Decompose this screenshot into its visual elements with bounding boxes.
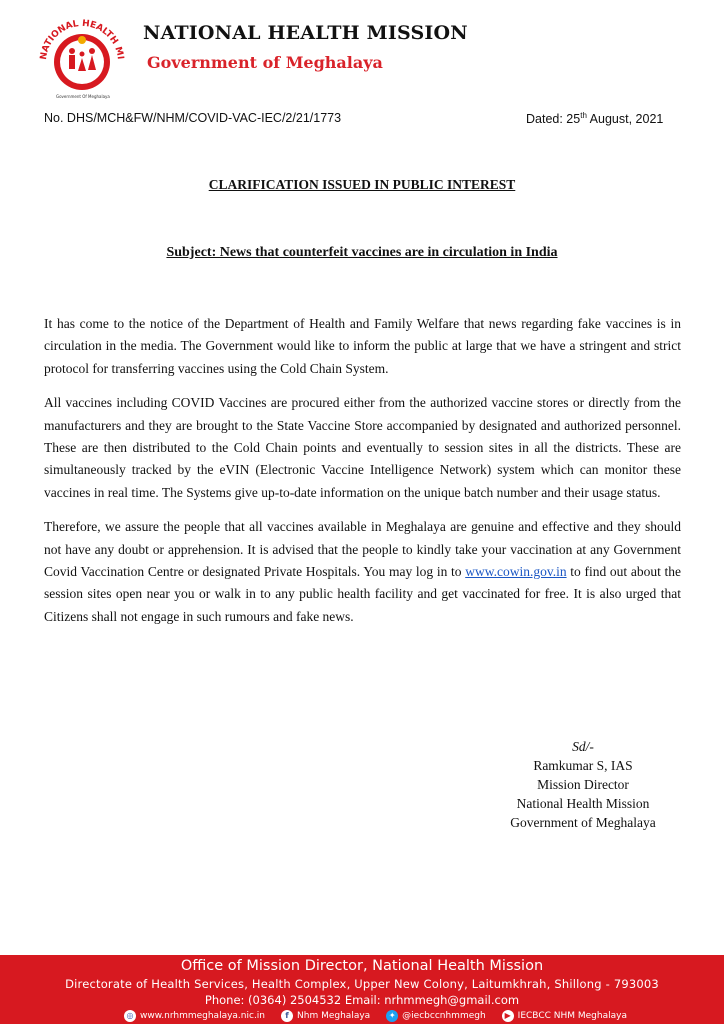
signatory-government: Government of Meghalaya <box>510 815 656 830</box>
subject-heading: Subject: News that counterfeit vaccines are in circulation in India <box>166 245 558 260</box>
footer-contact: Phone: (0364) 2504532 Email: nrhmmegh@gmail.com <box>204 993 520 1007</box>
footer-social <box>124 1008 724 1024</box>
social-website-label: www.nrhmmeghalaya.nic.in <box>140 1011 266 1021</box>
date-ordinal: th <box>580 111 587 120</box>
clarification-heading: CLARIFICATION ISSUED IN PUBLIC INTEREST <box>208 177 516 192</box>
social-youtube[interactable] <box>502 1010 627 1022</box>
logo-small-text: Government Of Meghalaya <box>56 94 110 99</box>
footer-banner <box>0 955 724 1024</box>
signatory-name: Ramkumar S, IAS <box>533 758 633 773</box>
logo-ring-text: NATIONAL HEALTH MI <box>38 18 125 61</box>
date-line <box>526 111 663 126</box>
social-twitter[interactable] <box>386 1010 486 1022</box>
cowin-link[interactable]: www.cowin.gov.in <box>465 564 567 580</box>
letter-body <box>44 313 681 640</box>
signature-sd: Sd/- <box>572 739 594 754</box>
social-facebook-label: Nhm Meghalaya <box>297 1011 371 1021</box>
footer-office: Office of Mission Director, National Health Mission <box>180 958 544 974</box>
paragraph-1: It has come to the notice of the Department of Health and Family Welfare that news regarding fake vaccines is in circulation in the media. The Government would like to inform the public at large that we have a stringent and strict protocol for transferring vaccines using the Cold Chain System. <box>44 316 681 376</box>
date-suffix: August, 2021 <box>586 112 664 127</box>
paragraph-2: All vaccines including COVID Vaccines are procured either from the authorized vaccine stores or directly from the manufacturers and they are brought to the State Vaccine Store accompanied by designated and authorized personnel. These are then distributed to the Cold Chain points and eventually to session sites in all the districts. These are simultaneously tracked by the eVIN (Electronic Vaccine Intelligence Network) system which can monitor these vaccines in real time. The Systems give up-to-date information on the unique batch number and their usage status. <box>44 395 681 500</box>
signature-block <box>495 737 671 832</box>
org-subtitle: Government of Meghalaya <box>147 53 383 72</box>
paragraph-3 <box>44 516 681 628</box>
signatory-org: National Health Mission <box>516 796 650 811</box>
facebook-icon: f <box>281 1010 293 1022</box>
signatory-designation: Mission Director <box>537 777 629 792</box>
date-prefix: Dated: 25 <box>526 112 581 127</box>
reference-number: No. DHS/MCH&FW/NHM/COVID-VAC-IEC/2/21/1773 <box>44 111 342 125</box>
youtube-icon: ▶ <box>502 1010 514 1022</box>
paragraph-3-end: to find out about the session sites open near you or walk in to any public health facility and get vaccinated for free. It is also urged that Citizens shall not engage in such rumours and fake news. <box>44 564 681 624</box>
org-title: NATIONAL HEALTH MISSION <box>143 22 468 44</box>
social-website[interactable] <box>124 1010 265 1022</box>
social-twitter-label: @iecbccnhmmegh <box>402 1011 486 1021</box>
social-facebook[interactable] <box>281 1010 370 1022</box>
nhm-logo <box>26 6 138 106</box>
social-youtube-label: IECBCC NHM Meghalaya <box>517 1011 627 1021</box>
globe-icon: ◎ <box>124 1010 136 1022</box>
twitter-icon: ✦ <box>386 1010 398 1022</box>
footer-address: Directorate of Health Services, Health Complex, Upper New Colony, Laitumkhrah, Shillong - 793003 <box>65 977 659 991</box>
paragraph-3-start: Therefore, we assure the people that all vaccines available in Meghalaya are genuine and effective and they should not have any doubt or apprehension. It is advised that the people to kindly take your vaccination at any Government Covid Vaccination Centre or designated Private Hospitals. You may log in to <box>44 519 681 580</box>
